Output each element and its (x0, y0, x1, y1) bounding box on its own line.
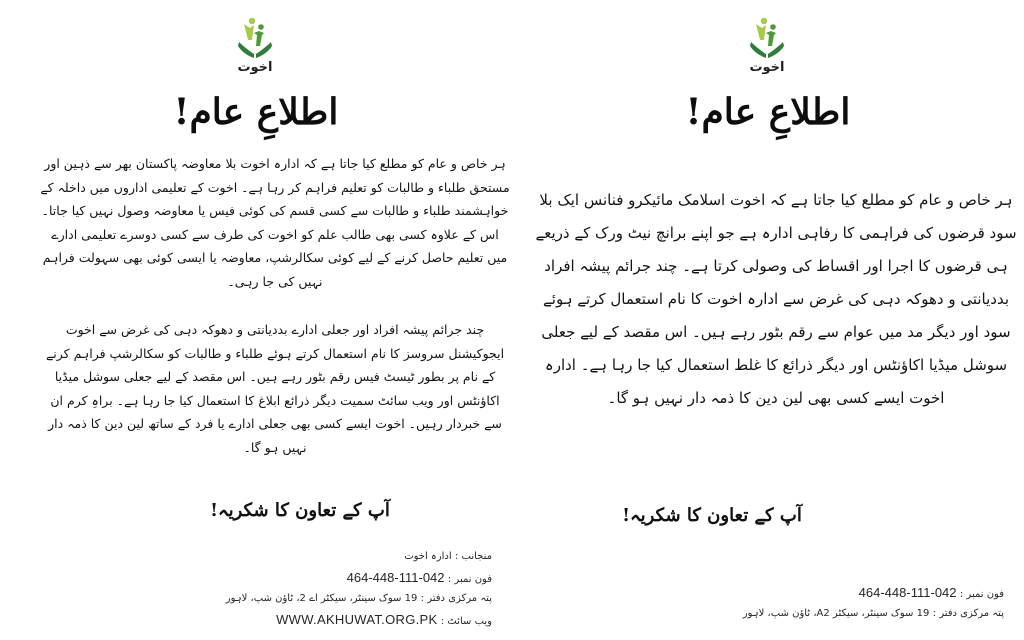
notice-paragraph-1: ہر خاص و عام کو مطلع کیا جاتا ہے کہ اخوت اسلامک مائیکرو فنانس ایک بلا سود قرضوں کی فراہمی کا رفاہی ادارہ ہے جو اپنے برانچ نیٹ ورک کے ذریعے ہی قرضوں کا اجرا اور اقساط کی وصولی کرتا ہے۔ چند جرائم پیشہ افراد بددیانتی و دھوکہ دہی کی غرض سے ادارہ اخوت کا نام استعمال کرتے ہوئے سود اور دیگر مد میں عوام سے رقم بٹور رہے ہیں۔ اس مقصد کے لیے جعلی سوشل میڈیا اکاؤنٹس اور دیگر ذرائع کا غلط استعمال کیا جا رہا ہے۔ ادارہ اخوت ایسے کسی بھی لین دین کا ذمہ دار نہیں ہو گا۔ (535, 191, 1017, 407)
contact-from (192, 546, 492, 567)
notice-title: اطلاعِ عام! (173, 91, 339, 133)
contact-address (704, 603, 1004, 624)
contact-address-value: 19 سوک سینٹر، سیکٹر A2، ٹاؤن شپ، لاہور (742, 608, 930, 619)
notice-title: اطلاعِ عام! (685, 91, 851, 133)
contact-address-label: پتہ مرکزی دفتر : (420, 593, 492, 604)
thanks-line: آپ کے تعاون کا شکریہ! (622, 505, 802, 526)
contact-from-value: ادارہ اخوت (404, 551, 452, 562)
notice-paragraph-2: چند جرائم پیشہ افراد اور جعلی ادارے بددیانتی و دھوکہ دہی کی غرض سے اخوت ایجوکیشنل سروسز کا نام استعمال کرتے ہوئے طلباء و طالبات کو سکالرشپ فراہم کرنے کے نام پر بطور ٹیسٹ فیس رقم بٹور رہے ہیں۔ اس مقصد کے لیے جعلی سوشل میڈیا اکاؤنٹس اور ویب سائٹ سمیت دیگر ذرائع ابلاغ کا استعمال کیا جا رہا ہے۔ براہِ کرم ان سے خبردار رہیں۔ اخوت ایسے کسی بھی جعلی ادارے یا فرد کے ساتھ لین دین کا ذمہ دار نہیں ہو گا۔ (45, 322, 505, 455)
akhuwat-logo-icon (747, 16, 787, 60)
contact-address-value: 19 سوک سینٹر، سیکٹر اے 2، ٹاؤن شپ، لاہور (225, 593, 418, 604)
contact-block (192, 546, 492, 630)
notice-microfinance (512, 0, 1024, 640)
contact-website (192, 609, 492, 630)
logo-wordmark: اخوت (237, 60, 273, 75)
akhuwat-logo (745, 16, 789, 78)
contact-phone (192, 567, 492, 588)
contact-phone-label: فون نمبر : (959, 589, 1004, 600)
contact-phone-value: 042-111-448-464 (346, 570, 445, 585)
contact-phone-value: 042-111-448-464 (858, 585, 957, 600)
contact-block (704, 582, 1004, 624)
contact-from-label: منجانب : (454, 551, 492, 562)
contact-website-label: ویب سائٹ : (440, 616, 492, 627)
akhuwat-logo-icon (235, 16, 275, 60)
contact-address-label: پتہ مرکزی دفتر : (932, 608, 1004, 619)
contact-address (192, 588, 492, 609)
contact-phone-label: فون نمبر : (447, 574, 492, 585)
akhuwat-logo (233, 16, 277, 78)
contact-phone (704, 582, 1004, 603)
thanks-line: آپ کے تعاون کا شکریہ! (210, 500, 390, 521)
contact-website-value: WWW.AKHUWAT.ORG.PK (276, 612, 438, 627)
logo-wordmark: اخوت (749, 60, 785, 75)
notice-paragraph-1: ہر خاص و عام کو مطلع کیا جاتا ہے کہ ادارہ اخوت بلا معاوضہ پاکستان بھر سے ذہین اور مستحق طلباء و طالبات کو تعلیم فراہم کر رہا ہے۔ اخوت کے تعلیمی اداروں میں داخلہ کے خواہشمند طلباء و طالبات سے کسی قسم کی کوئی فیس یا معاوضہ وصول نہیں کیا جاتا۔ اس کے علاوہ کسی بھی طالب علم کو اخوت کی طرف سے کسی دوسرے تعلیمی ادارے میں تعلیم حاصل کرنے کے لیے کوئی سکالرشپ، معاوضہ یا ایسی کوئی بھی سہولت فراہم نہیں کی جا رہی۔ (40, 156, 510, 289)
